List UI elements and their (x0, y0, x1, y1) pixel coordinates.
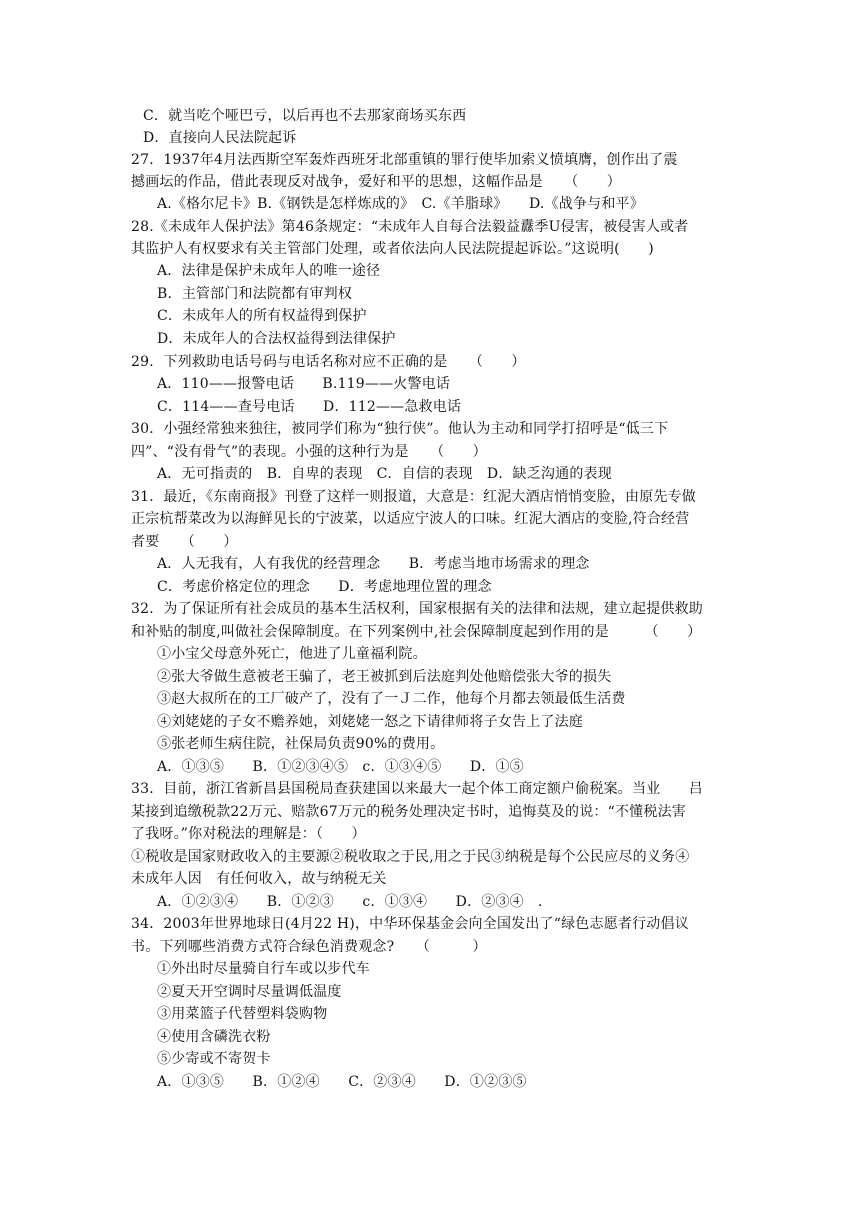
q26-option-c: C．就当吃个哑巴亏，以后再也不去那家商场买东西 (143, 108, 467, 124)
q30-stem-line2: 四”、“没有骨气”的表现。小强的这种行为是 （ ） (131, 444, 487, 460)
q31-options-cd: C．考虑价格定位的理念 D．考虑地理位置的理念 (157, 579, 492, 595)
q32-item-2: ②张大爷做生意被老王骗了，老王被抓到后法庭判处他赔偿张大爷的损失 (157, 669, 612, 685)
q27-stem-line2: 撼画坛的作品，借此表现反对战争，爱好和平的思想，这幅作品是 （ ） (131, 174, 621, 190)
q34-item-1: ①外出时尽量骑自行车或以步代车 (157, 961, 370, 977)
q31-stem-line2: 正宗杭帮菜改为以海鲜见长的宁波菜，以适应宁波人的口味。红泥大酒店的变脸,符合经营 (131, 511, 690, 527)
q34-options: A．①③⑤ B．①②④ C．②③④ D．①②③⑤ (157, 1074, 527, 1090)
q30-stem-line1: 30．小强经常独来独往，被同学们称为“独行侠”。他认为主动和同学打招呼是“低三下 (131, 421, 669, 437)
q31-stem-line3: 者要 （ ） (131, 534, 238, 550)
q28-option-c: C．未成年人的所有权益得到保护 (157, 308, 367, 324)
q34-item-3: ③用菜篮子代替塑料袋购物 (157, 1006, 328, 1022)
q32-stem-line1: 32．为了保证所有社会成员的基本生活权利，国家根据有关的法律和法规，建立起提供救助 (131, 601, 704, 617)
q33-stem-line3: 了我呀。”你对税法的理解是：（ ） (131, 826, 366, 842)
q34-item-4: ④使用含磷洗衣粉 (157, 1029, 271, 1045)
q33-stem-line2: 某接到追缴税款22万元、赔款67万元的税务处理决定书时，追悔莫及的说：“不懂税法害 (131, 804, 686, 820)
q33-options: A．①②③④ B．①②③ c．①③④ D．②③④ ． (157, 894, 553, 910)
q34-item-5: ⑤少寄或不寄贺卡 (157, 1051, 271, 1067)
q28-stem-line2: 其监护人有权要求有关主管部门处理，或者依法向人民法院提起诉讼。”这说明( ) (131, 241, 654, 257)
q26-option-d: D．直接向人民法院起诉 (143, 130, 297, 146)
q34-stem-line1: 34．2003年世界地球日(4月22 H)，中华环保基金会向全国发出了“绿色志愿者行动倡议 (131, 916, 689, 932)
q34-item-2: ②夏天开空调时尽量调低温度 (157, 984, 342, 1000)
q33-statements-line1: ①税收是国家财政收入的主要源②税收取之于民,用之于民③纳税是每个公民应尽的义务④ (131, 849, 690, 865)
q28-option-a: A．法律是保护未成年人的唯一途径 (157, 263, 381, 279)
q31-options-ab: A．人无我有，人有我优的经营理念 B．考虑当地市场需求的理念 (157, 556, 590, 572)
q32-item-3: ③赵大叔所在的工厂破产了，没有了一Ｊ二作，他每个月都去领最低生活费 (157, 691, 626, 707)
q33-stem-line1: 33．目前，浙江省新昌县国税局查获建国以来最大一起个体工商定额户偷税案。当业 吕 (131, 781, 704, 797)
q32-item-1: ①小宝父母意外死亡，他进了儿童福利院。 (157, 646, 427, 662)
q29-stem: 29．下列救助电话号码与电话名称对应不正确的是 （ ） (131, 354, 526, 370)
q27-stem-line1: 27．1937年4月法西斯空军轰炸西班牙北部重镇的罪行使毕加索义愤填膺，创作出了震 (131, 152, 678, 168)
q29-options-cd: C．114——查号电话 D．112——急救电话 (157, 399, 462, 415)
q32-item-4: ④刘姥姥的子女不赡养她，刘姥姥一怒之下请律师将子女告上了法庭 (157, 714, 583, 730)
q28-option-d: D．未成年人的合法权益得到法律保护 (157, 331, 396, 347)
q32-item-5: ⑤张老师生病住院，社保局负责90%的费用。 (157, 736, 445, 752)
q32-options: A．①③⑤ B．①②③④⑤ c．①③④⑤ D．①⑤ (157, 759, 524, 775)
q33-statements-line2: 未成年人因 有任何收入，故与纳税无关 (131, 871, 387, 887)
q31-stem-line1: 31．最近，《东南商报》刊登了这样一则报道，大意是：红泥大酒店悄悄变脸，由原先专做 (131, 489, 697, 505)
q27-options: A.《格尔尼卡》B.《钢铁是怎样炼成的》 C.《羊脂球》 D.《战争与和平》 (157, 196, 644, 212)
q32-stem-line2: 和补贴的制度,叫做社会保障制度。在下列案例中,社会保障制度起到作用的是 （ ） (131, 624, 702, 640)
q30-options: A．无可指责的 B．自卑的表现 C．自信的表现 D．缺乏沟通的表现 (157, 466, 612, 482)
q29-options-ab: A．110——报警电话 B.119——火警电话 (157, 376, 451, 392)
q28-option-b: B．主管部门和法院都有审判权 (157, 286, 353, 302)
q28-stem-line1: 28.《未成年人保护法》第46条规定：“未成年人自每合法毅益纛季U侵害，被侵害人或者 (131, 219, 689, 235)
q34-stem-line2: 书。下列哪些消费方式符合绿色消费观念? （ ） (131, 939, 487, 955)
